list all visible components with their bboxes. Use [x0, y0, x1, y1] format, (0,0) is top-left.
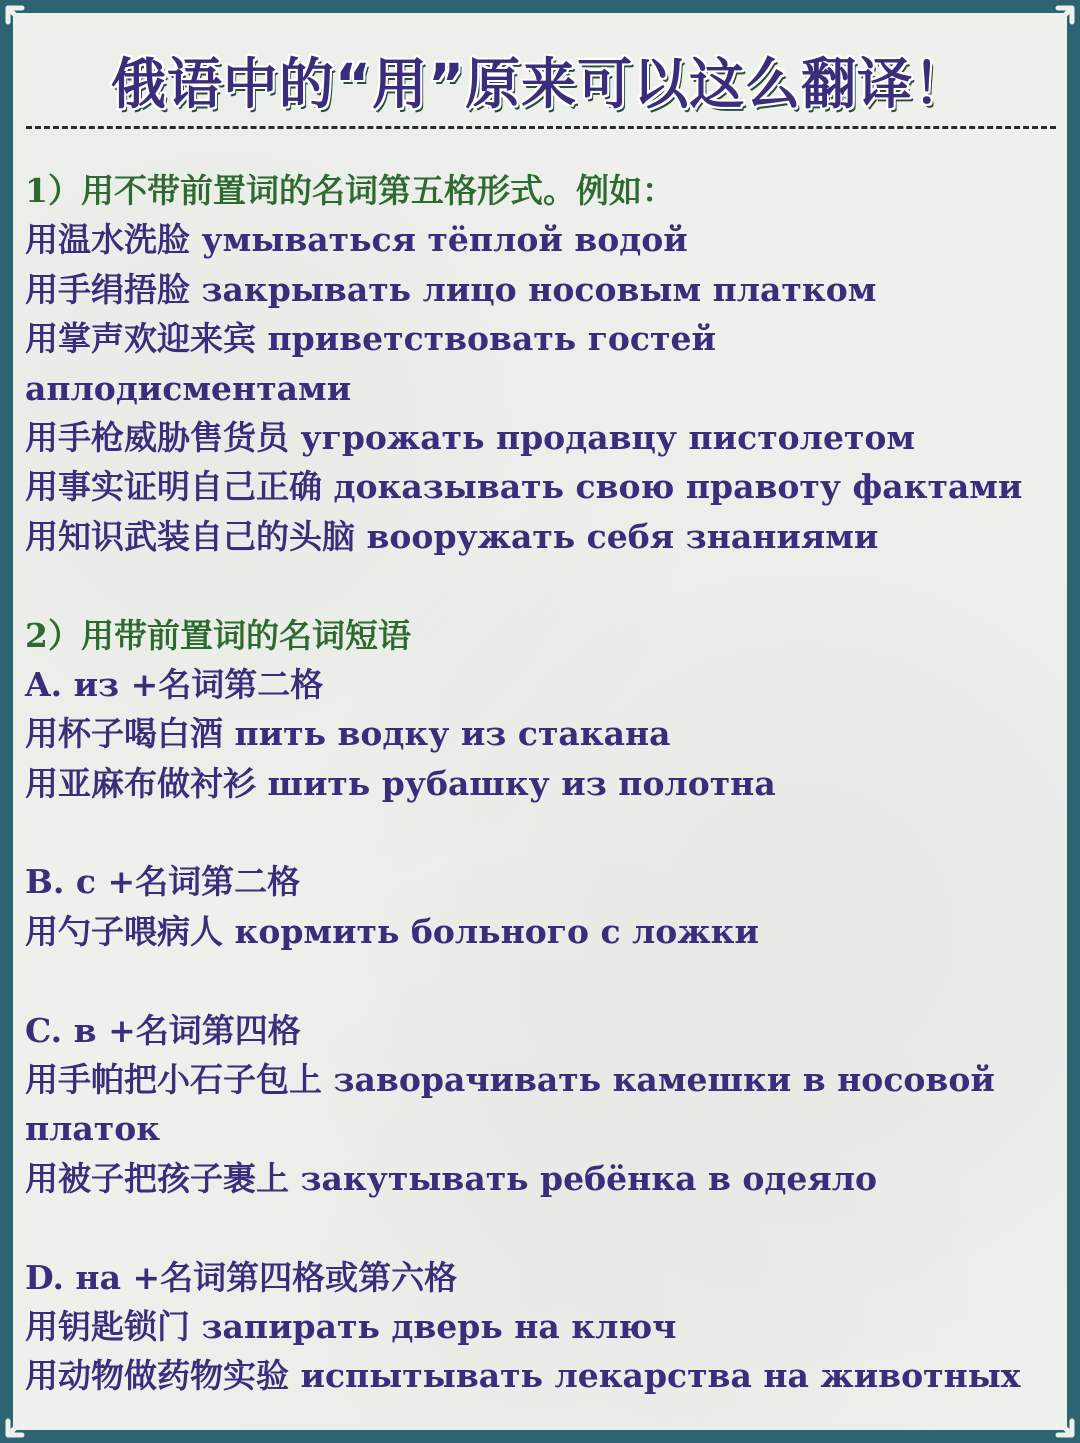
- example-line: 用掌声欢迎来宾 приветствовать гостей: [25, 319, 716, 359]
- example-line: 用手枪威胁售货员 угрожать продавцу пистолетом: [25, 417, 916, 457]
- dashed-divider: [26, 126, 1056, 129]
- example-line: 用亚麻布做衬衫 шить рубашку из полотна: [25, 763, 776, 803]
- corner-arrow-top-left-icon: [4, 4, 44, 44]
- subsection-d-label: D. на +名词第四格或第六格: [25, 1257, 458, 1297]
- subsection-b-label: B. с +名词第二格: [25, 862, 301, 902]
- subsection-c-label: C. в +名词第四格: [25, 1010, 301, 1050]
- example-line-continuation: аплодисментами: [25, 368, 352, 408]
- example-line: 用杯子喝白酒 пить водку из стакана: [25, 714, 671, 754]
- spacer: [25, 1203, 1065, 1252]
- spacer: [25, 561, 1065, 610]
- corner-arrow-top-right-icon: [1036, 4, 1076, 44]
- example-line: 用钥匙锁门 запирать дверь на ключ: [25, 1306, 677, 1346]
- section-1-heading: 1）用不带前置词的名词第五格形式。例如：: [25, 171, 675, 210]
- example-line: 用知识武装自己的头脑 вооружать себя знаниями: [25, 516, 879, 556]
- section-2-heading: 2）用带前置词的名词短语: [25, 615, 411, 655]
- example-line: 用温水洗脸 умываться тёплой водой: [25, 220, 688, 260]
- example-line: 用事实证明自己正确 доказывать свою правоту фактами: [25, 467, 1023, 507]
- example-line: 用被子把孩子裹上 закутывать ребёнка в одеяло: [25, 1158, 878, 1198]
- example-line: 用勺子喂病人 кормить больного с ложки: [25, 911, 759, 951]
- example-line: 用手绢捂脸 закрывать лицо носовым платком: [25, 269, 877, 309]
- subsection-a-label: A. из +名词第二格: [25, 664, 324, 704]
- page-title: 俄语中的“用”原来可以这么翻译！: [110, 52, 970, 116]
- example-line: 用动物做药物实验 испытывать лекарства на животных: [25, 1356, 1021, 1396]
- example-line: 用手帕把小石子包上 заворачивать камешки в носовой: [25, 1060, 995, 1100]
- corner-arrow-bottom-left-icon: [4, 1399, 44, 1439]
- spacer: [25, 956, 1065, 1005]
- example-line-continuation: платок: [25, 1109, 161, 1149]
- article-body: [25, 166, 1065, 1401]
- spacer: [25, 808, 1065, 857]
- corner-arrow-bottom-right-icon: [1036, 1399, 1076, 1439]
